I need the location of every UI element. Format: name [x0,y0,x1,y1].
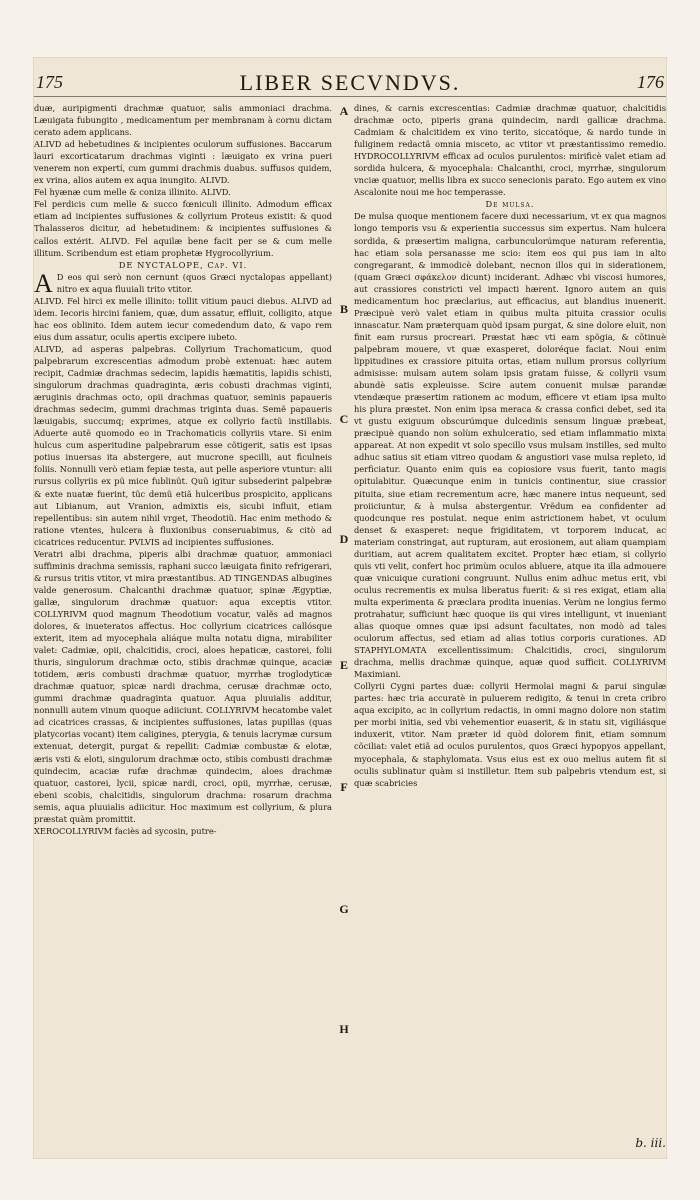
margin-marker: G [339,902,349,916]
margin-marker: H [339,1022,349,1036]
paragraph: duæ, auripigmenti drachmæ quatuor, salis ammoniaci drachma. Læuigata fubungito , medicamentum per membranam à cornu dictam cerato adem applicans. [34,103,332,138]
paragraph: ALIVD ad hebetudines & incipientes oculorum suffusiones. Baccarum lauri excorticatarum drachmas viginti : læuigato ex vrina pueri venerem non expertí, cum gummi drachmis duabus. suffusos quidem, ex vrina, alios autem ex aqua inungito. ALIVD. [34,139,332,186]
paragraph: De mulsa quoque mentionem facere duxi necessarium, vt ex qua magnos longo temporis vsu & experientia successus sim expertus. Nam hulcera sordida, & præsertim maligna, carbunculorúmque naturam referentia, hac etiam sola persanasse me scio: item eos qui pus iam in alto congregarant, & immodicè dolebant, necnon illos qui in siderationem, (quam Græci σφάκελον dicunt) inciderant. Adhæc vbi viscosi humores, aut crassiores constricti vel impacti hærent. Ignoro autem an quis medicamentum hoc præclarius, aut efficacius, aut blandius inuenerit. Præcipuè verò valet etiam in quibus multa pituita crassior oculis innascatur. Nam præterquam quòd ipsam purgat, & sine dolore eluit, non finit eam rursus procreari. Præstat hæc vti eam spõgia, & cõtinuè palpebram mouere, vt quæ exasperet, doloréque faciat. Noui enim lippitudines ex crassiore pituita ortas, etiam nullum prorsus collyrium admisisse: mulsam autem solam ipsis gratam fuisse, & collyrii vsum abundè satis expleuisse. Scire autem conuenit mulsæ parandæ vtendæque præsertim rationem ac modum, efficere vt etiam ipsa multo his plura præstet. Non enim ipsa meraca & crassa confici debet, sed ita vt gustu exiguum obscurúmque dulcedinis sensum linguæ præbeat, præcipuè quando non solùm exhulceratio, sed etiam inflammatio mixta appareat. At non expedit vt solo specillo vsus mulsam instilles, sed multo adhuc satius sit etiam vitreo quodam & angustiori vase mulsa repleto, id perficiatur. Quanto enim quis ea copiosiore vsus fuerit, tanto magis opitulabitur. Quæcunque enim in tunicis continentur, siue crassior pituita, siue etiam recrementum acre, hæc manere intus nequeunt, sed proiiciuntur, & à mulsa abstergentur. Vrẽdum ea confidenter ad quodcunque res postulat. neque enim astrictionem habet, vt oculum denset & exasperet: neque frigiditatem, vt torporem inducat, ac materiam constringat, aut rupturam, aut erosionem, aut aliam quampiam duritiam, aut acrem qualitatem excitet. Propter hæc etiam, si collyrio quis vti velit, confert hoc primùm oculos abluere, atque ita illa admouere quæ vnicuique curationi congruunt. Nullus enim adhuc metus erit, vbi oculus recrementis ex mulsa liberatus fuerit: & si res exigat, etiam alia multa experimenta & præclara prodita inuenias. Verùm ne longius fermo protrahatur, sufficiunt hæc quoque iis qui vires intelligunt, vt inueniant alias quoque omnes quæ ipsi adsunt facultates, non modò ad tales oculorum affectus, sed etiam ad alias totius corporis curationes. AD STAPHYLOMATA excellentissimum: Chalcitidis, croci, singulorum drachma, mellis drachmæ quinque, aquæ quod sufficit. COLLYRIVM Maximiani. [354,211,666,680]
paragraph: XEROCOLLYRIVM faciès ad sycosin, putre- [34,825,217,836]
paragraph: ALIVD, ad asperas palpebras. Collyrium Trachomaticum, quod palpebrarum excrescentias admodum probè extenuat: hæc autem recipit, Cadmiæ drachmas sedecim, lapidis hæmatitis, lapidis schisti, singulorum drachmas quadraginta, æris cobusti drachmas viginti, æruginis drachmas octo, opii drachmas quatuor, seminis papaueris drachmas sedecim, gummi drachmas triginta duas. Semẽ papaueris læuigabis, succumq; exprimes, atque ex collyrio factũ instillabis. Aduerte autẽ quomodo eo in Trachomaticis collyriis vtare. Si enim hulcus cum asperitudine palpebrarum esse cõtigerit, satis est ipsas potius inuersas ita abstergere, aut mucrone specilli, aut ficulneis foliis. Nonnulli verò etiam fepiæ testa, aut pelle asperiore vtuntur: alii rursus collyriis ex pũ mice fublinũt. Quũ igitur subsederint palpebræ & exte nuatæ fuerint, tũc demũ etiã hulceribus prospicito, applicans aut Libianum, aut Vranion, admixtis eis, sicubi influit, etiam repellentibus: sin autem nihil vrget, Theodotiũ. Hac enim methodo & ratione vtentes, hulcera à fluxionibus conseruabimus, & citò ad cicatrices reducentur. PVLVIS ad incipientes suffusiones. [34,343,332,547]
margin-marker: D [339,532,349,546]
paragraph: Collyrii Cygni partes duæ: collyrii Hermolai magni & parui singulæ partes: hæc tria accuratè in puluerem redigito, & tenui in creta cribro aqua excipito, ac in collyrium redactis, in omni magno dolore non statim per morbi initia, sed vbi vehementior euaserit, & in statu sit, vigiliásque induxerit, vtitor. Nam præter id quòd dolorem finit, etiam somnum cõciliat: valet etiã ad oculos purulentos, quos Græci hypopyos appellant, myocephala, & staphylomata. Vsus eius est ex ouo melius autem fit si oculis sublinatur quàm si instilletur. Item sub palpebris vtendum est, si quæ scabricies [354,681,666,788]
right-column [354,102,666,1128]
text-columns [34,102,666,1128]
paragraph: ALIVD. Fel hirci ex melle illinito: tollit vitium pauci diebus. ALIVD ad idem. Iecoris hircini faniem, quæ, dum assatur, effluit, colligito, atque hac eos oblinito. Idem autem iecur comedendum dato, & vapo rem eius dum assatur, oculis apertis excipere iubeto. [34,295,332,342]
book-title: LIBER SECVNDVS. [239,70,461,95]
margin-marker: C [339,412,349,426]
margin-marker: B [339,302,348,316]
header-rule [34,96,666,97]
chapter-heading: DE NYCTALOPE, Cap. VI. [118,259,248,270]
margin-marker: E [339,658,348,672]
chapter-opening [34,268,332,298]
running-header [34,66,666,94]
margin-marker: F [340,780,348,794]
paragraph: Fel perdicis cum melle & succo fœniculi illinito. Admodum efficax etiam ad incipientes suffusiones & collyrium Proteus existit: & quod Thalasseros dicitur, ad hebetudinem: & incipientes suffusiones & callos extérit. ALIVD. Fel aquilæ bene facit per se & cum melle illitum. Scribendum est etiam prophetæ Hygrocollyrium. [34,199,332,258]
paragraph: Fel hyænæ cum melle & coniza illinito. ALIVD. [34,187,231,198]
opening-text: D eos qui serò non cernunt (quos Græci nyctalopas appellant) nitro ex aqua fluuiali trito vtitor. [56,271,332,294]
book-page [34,58,666,1158]
left-page-number: 175 [36,72,63,92]
paragraph: dines, & carnis excrescentias: Cadmiæ drachmæ quatuor, chalcitidis drachmæ octo, piperis grana quindecim, nardi gallicæ drachma. Cadmiam & chalcitidem ex vino terito, siccatóque, & nardo tunde in fuliginem redactã omnia misceto, ac vtitor vt præstantissimo remedio. HYDROCOLLYRIVM efficax ad oculos purulentos: mirificè valet etiam ad sordida hulcera, & myocephala: Chalcanthi, croci, myrrhæ, singulorum vnciæ quatuor, mellis libra ex succo senecionis parato. Ego autem ex vino Ascalonite noui me hoc temperasse. [354,103,666,198]
drop-cap: A [34,268,53,298]
paragraph: Veratri albi drachma, piperis albi drachmæ quatuor, ammoniaci suffiminis drachma semissis, raphani succo læuigata finito refrigerari, & rursus tritis vtitor, vt mira præstantibus. AD TINGENDAS albugines valde generosum. Chalcanthi drachmæ quatuor, spinæ Ægyptiæ, gallæ, singulorum drachmæ quatuor: aqua exceptis vtitor. COLLYRIVM quod magnum Theodotium vocatur, valẽs ad magnos dolores, & inueteratos affectus. Hoc collyrium cicatrices callósque exterit, item ad myocephala aliáque multa notatu digna, mirabiliter valet: Cadmiæ, opii, chalcitidis, croci, aloes hepaticæ, castorei, folii thuris, singulorum drachmæ octo, stibis drachmæ quinque, acaciæ totidem, æris combusti drachmæ quatuor, myrrhæ troglodyticæ drachmæ quatuor, spicæ nardi drachma, cerusæ drachmæ octo, gummi drachmæ quadraginta quatuor. Aqua pluuialis additur, nonnulli autem vinum quoque adiiciunt. COLLYRIVM hecatombe valet ad cicatrices crassas, & incipientes suffusiones, latas pupillas (quas platycorias vocant) item caligines, pterygia, & tenuis lacrymæ cursum extenuat, detergit, purgat & repellit: Cadmiæ combustæ & elotæ, æris vsti & eloti, singulorum drachmæ octo, stibis combusti drachmæ quindecim, acaciæ rufæ drachmæ quindecim, aloes drachmæ quatuor, castorei, lycii, spicæ nardi, croci, opii, myrrhæ, cerusæ, ebeni scobis, chalcitidis, singulorum drachma: rosarum drachma semis, aqua pluuialis adiicitur. Hoc maximum est collyrium, & plura præstat quàm promittit. [34,548,332,824]
section-heading: De mulsa. [485,199,535,210]
margin-marker: A [339,104,349,118]
left-column [34,102,332,1128]
right-page-number: 176 [637,72,664,92]
signature-mark: b. iii. [635,1136,666,1150]
